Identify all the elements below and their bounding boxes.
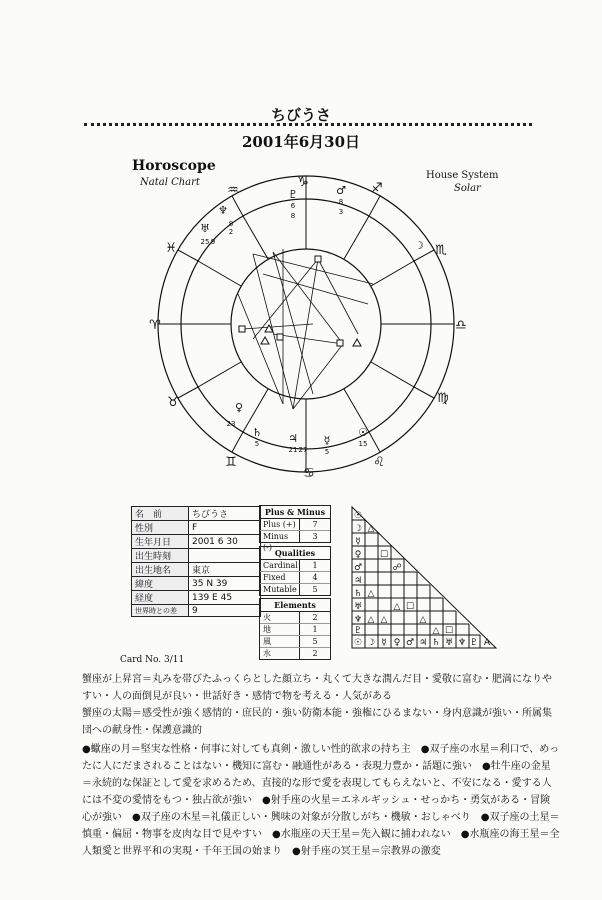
- latitude-label: 緯度: [132, 577, 189, 591]
- svg-text:8: 8: [290, 212, 296, 220]
- qualities-box: Qualities Cardinal 1 Fixed 4 Mutable 5: [259, 546, 331, 596]
- svg-text:☉: ☉: [353, 638, 363, 648]
- sign-glyph-gemini-icon: ♊: [225, 455, 237, 470]
- svg-text:♂: ♂: [353, 563, 363, 573]
- svg-text:△: △: [393, 602, 401, 612]
- svg-text:♅: ♅: [444, 638, 454, 648]
- svg-text:♃: ♃: [353, 576, 363, 586]
- svg-text:△: △: [380, 615, 388, 625]
- house-system-label: House System: [426, 170, 499, 181]
- planet-mars-icon: ♂: [336, 184, 346, 197]
- ascendant-paragraph: 蟹座が上昇宮＝丸みを帯びたふっくらとした顔立ち・丸くて大きな潤んだ目・愛敬に富む・肥満になりやすい・人の面倒見が良い・世話好き・感情で物を考える・人気がある: [82, 674, 552, 702]
- birthtime-label: 出生時刻: [132, 549, 189, 563]
- sign-glyph-libra-icon: ♎: [455, 318, 467, 333]
- svg-text:△: △: [367, 589, 375, 599]
- aspect-lines: [238, 249, 373, 409]
- svg-text:♃: ♃: [418, 638, 428, 648]
- chart-title: Horoscope: [132, 158, 216, 174]
- profile-table: [131, 506, 261, 563]
- sign-glyph-cancer-icon: ♋: [303, 466, 315, 481]
- sign-glyph-sagittarius-icon: ♐: [371, 181, 383, 196]
- utc-offset-value: 9: [189, 605, 261, 617]
- svg-text:♅: ♅: [353, 602, 363, 612]
- sign-glyph-aquarius-icon: ♒: [227, 183, 239, 198]
- dotted-divider: [84, 123, 532, 126]
- gender-label: 性別: [132, 521, 189, 535]
- svg-text:5: 5: [324, 448, 330, 456]
- sign-glyph-capricorn-icon: ♑: [297, 175, 309, 190]
- utc-offset-label: 世界時との差: [132, 605, 189, 617]
- birthplace-label: 出生地名: [132, 563, 189, 577]
- svg-text:☉: ☉: [353, 511, 363, 521]
- qualities-title: Qualities: [260, 547, 330, 560]
- house-system-value: Solar: [454, 183, 481, 194]
- svg-text:♆: ♆: [353, 615, 363, 625]
- planet-sun-icon: ☉: [358, 426, 368, 439]
- name-value: ちびうさ: [189, 507, 261, 521]
- svg-text:♇: ♇: [353, 626, 363, 636]
- chart-owner-name: ちびうさ: [270, 106, 331, 124]
- planet-mercury-icon: ☿: [323, 434, 331, 447]
- planet-jupiter-icon: ♃: [288, 432, 298, 445]
- svg-text:☽: ☽: [353, 524, 363, 534]
- birthplace-table: [131, 562, 261, 617]
- gender-value: F: [189, 521, 261, 535]
- svg-text:♄: ♄: [431, 638, 441, 648]
- birthtime-value: [189, 549, 261, 563]
- birth-date: 2001年6月30日: [241, 133, 361, 151]
- svg-text:△: △: [419, 615, 427, 625]
- svg-text:♄: ♄: [353, 589, 363, 599]
- planet-uranus-icon: ♅: [200, 222, 210, 235]
- longitude-value: 139 E 45: [189, 591, 261, 605]
- sign-glyph-leo-icon: ♌: [373, 455, 385, 470]
- sign-glyph-virgo-icon: ♍: [437, 391, 449, 406]
- elements-title: Elements: [260, 599, 330, 612]
- svg-text:2: 2: [228, 228, 234, 236]
- name-label: 名 前: [132, 507, 189, 521]
- sign-glyph-taurus-icon: ♉: [167, 395, 179, 410]
- svg-text:25: 25: [200, 238, 210, 246]
- latitude-value: 35 N 39: [189, 577, 261, 591]
- svg-text:21: 21: [288, 446, 298, 454]
- inner-ring: [231, 249, 381, 399]
- sign-glyph-aries-icon: ♈: [149, 318, 161, 333]
- birthdate-value: 2001 6 30: [189, 535, 261, 549]
- chart-subtitle: Natal Chart: [140, 177, 200, 188]
- plus-minus-box: Plus & Minus Plus (+) 7 Minus (-) 3: [259, 505, 331, 543]
- plus-minus-title: Plus & Minus: [260, 506, 330, 519]
- svg-text:☿: ☿: [355, 537, 361, 547]
- svg-text:15: 15: [358, 440, 368, 448]
- svg-text:9: 9: [210, 238, 216, 246]
- svg-text:△: △: [367, 615, 375, 625]
- planet-saturn-icon: ♄: [252, 426, 262, 439]
- planet-pluto-icon: ♇: [288, 188, 298, 201]
- svg-text:3: 3: [338, 208, 344, 216]
- card-number: Card No. 3/11: [120, 655, 185, 665]
- svg-text:☍: ☍: [392, 563, 402, 573]
- svg-text:♇: ♇: [469, 638, 479, 648]
- svg-text:23: 23: [226, 420, 236, 428]
- svg-text:♀: ♀: [354, 550, 362, 560]
- svg-text:8: 8: [228, 220, 234, 228]
- planets-paragraph: ●蠍座の月＝堅実な性格・何事に対しても真剣・激しい性的欲求の持ち主 ●双子座の水星＝利口で、めったに人にだまされることはない・機知に富む・融通性がある・表現力豊か・話題に強い ●牡牛座の金星＝永続的な保証として愛を求めるため、直接的な形で愛を表現してもらえないと、不安になる・愛する人には不変の愛情をもつ・独占欲が強い ●射手座の火星＝エネルギッシュ・せっかち・勇気がある・冒険心が強い ●双子座の木星＝礼儀正しい・興味の対象が分散しがち・機敏・おしゃべり ●双子座の土星＝慎重・偏屈・物事を皮肉な目で見やすい ●水瓶座の天王星＝先入観に捕われない ●水瓶座の海王星＝全人類愛と世界平和の実現・千年王国の始まり ●射手座の冥王星＝宗教界の激変: [82, 744, 560, 857]
- svg-text:♀: ♀: [393, 638, 401, 648]
- svg-text:☿: ☿: [381, 638, 387, 648]
- svg-text:△: △: [432, 626, 440, 636]
- planet-venus-icon: ♀: [234, 401, 244, 414]
- planet-moon-icon: ☽: [414, 239, 424, 252]
- planet-neptune-icon: ♆: [218, 204, 228, 217]
- svg-text:☽: ☽: [366, 638, 376, 648]
- sun-paragraph: 蟹座の太陽＝感受性が強く感情的・庶民的・強い防衛本能・強権にひるまない・身内意識が強い・所属集団への献身性・保護意識的: [82, 708, 552, 736]
- sign-glyph-pisces-icon: ♓: [165, 241, 177, 256]
- svg-text:6: 6: [290, 202, 296, 210]
- birthdate-label: 生年月日: [132, 535, 189, 549]
- longitude-label: 経度: [132, 591, 189, 605]
- svg-text:8: 8: [338, 198, 344, 206]
- svg-text:5: 5: [254, 440, 260, 448]
- svg-text:△: △: [367, 524, 375, 534]
- svg-text:☐: ☐: [444, 626, 454, 636]
- planet-degrees: [201, 198, 368, 456]
- sign-glyph-scorpio-icon: ♏: [435, 243, 447, 258]
- svg-text:☐: ☐: [405, 602, 415, 612]
- svg-text:♂: ♂: [405, 638, 415, 648]
- horoscope-wheel: [143, 174, 468, 484]
- elements-box: Elements 火 2 地 1 風 5 水 2: [259, 598, 331, 660]
- svg-text:A: A: [483, 638, 491, 648]
- svg-text:♆: ♆: [457, 638, 467, 648]
- svg-text:27: 27: [298, 446, 308, 454]
- aspect-grid: [350, 505, 498, 650]
- svg-text:☐: ☐: [379, 550, 389, 560]
- birthplace-value: 東京: [189, 563, 261, 577]
